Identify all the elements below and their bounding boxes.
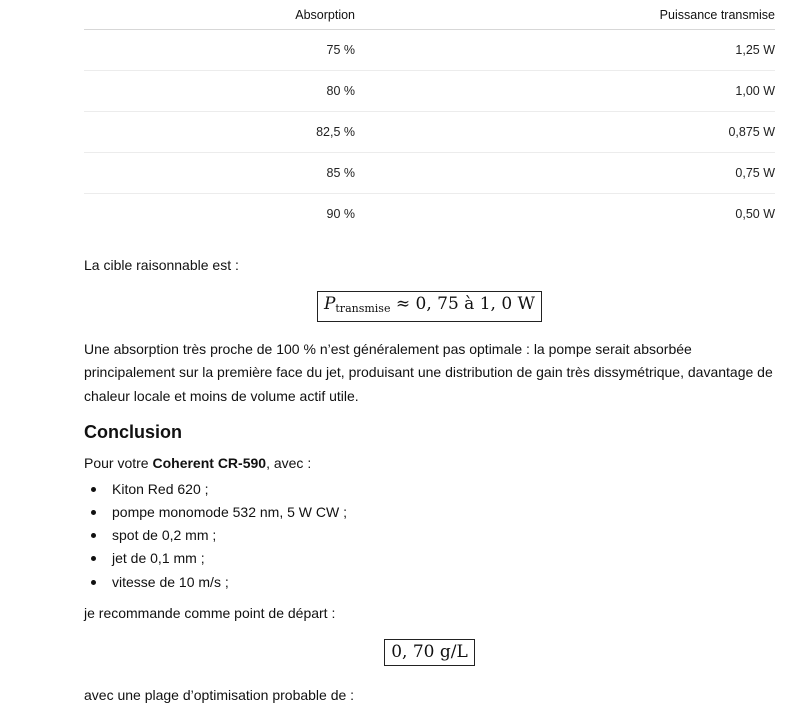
range-intro-text: avec une plage d’optimisation probable de : (84, 687, 355, 704)
list-item-text: pompe monomode 532 nm, 5 W CW ; (112, 503, 347, 520)
conclusion-heading: Conclusion (84, 422, 182, 442)
power-formula-block (84, 291, 775, 322)
cell-absorption: 80 % (84, 71, 355, 112)
bullet-icon (91, 580, 96, 585)
list-item (84, 571, 775, 594)
parameters-list (84, 478, 775, 594)
list-item (84, 501, 775, 524)
recommendation-text: je recommande comme point de départ : (84, 604, 336, 621)
cell-transmitted-power: 0,50 W (735, 207, 775, 221)
cell-transmitted-power: 0,75 W (355, 153, 775, 194)
list-item-text: Kiton Red 620 ; (112, 480, 209, 497)
list-item-text: jet de 0,1 mm ; (112, 550, 205, 567)
power-formula-box (317, 291, 542, 322)
table-row (84, 112, 775, 153)
bullet-icon (91, 487, 96, 492)
power-relation: ≈ 0, 75 à 1, 0 W (390, 293, 536, 314)
conclusion-intro (84, 452, 775, 476)
conclusion-intro-prefix: Pour votre (84, 455, 153, 471)
cell-transmitted-power: 1,25 W (355, 30, 775, 71)
list-item (84, 524, 775, 547)
table-row (84, 30, 775, 71)
absorption-power-table (84, 0, 775, 234)
cell-transmitted-power: 0,875 W (355, 112, 775, 153)
list-item (84, 547, 775, 570)
bullet-icon (91, 556, 96, 561)
target-intro-text: La cible raisonnable est : (84, 257, 239, 273)
table-header-row (84, 0, 775, 30)
table-row (84, 71, 775, 112)
cell-transmitted-power: 1,00 W (355, 71, 775, 112)
laser-model-name: Coherent CR-590 (152, 455, 267, 471)
bullet-icon (91, 510, 96, 515)
cell-absorption: 75 % (84, 30, 355, 71)
bullet-icon (91, 533, 96, 538)
list-item-text: spot de 0,2 mm ; (112, 527, 217, 544)
concentration-formula-block (84, 639, 775, 666)
cell-absorption: 85 % (84, 153, 355, 194)
conclusion-intro-suffix: , avec : (266, 455, 312, 471)
cell-absorption: 82,5 % (84, 112, 355, 153)
power-subscript: transmise (335, 301, 391, 315)
absorption-explanation-paragraph: Une absorption très proche de 100 % n’est généralement pas optimale : la pompe serait absorbée principalement sur la première face du jet, produisant une distribution de gain très dissymétrique, davantage de chaleur locale et moins de volume actif utile. (84, 340, 773, 404)
list-item-text: vitesse de 10 m/s ; (112, 573, 229, 590)
list-item (84, 478, 775, 501)
concentration-formula-box: 0, 70 g/L (384, 639, 475, 666)
column-header-absorption: Absorption (84, 0, 355, 30)
table-row (84, 194, 775, 235)
document-content (84, 0, 775, 708)
cell-absorption: 90 % (326, 207, 355, 221)
column-header-transmitted-power: Puissance transmise (355, 0, 775, 30)
power-symbol: P (323, 293, 336, 314)
table-row (84, 153, 775, 194)
